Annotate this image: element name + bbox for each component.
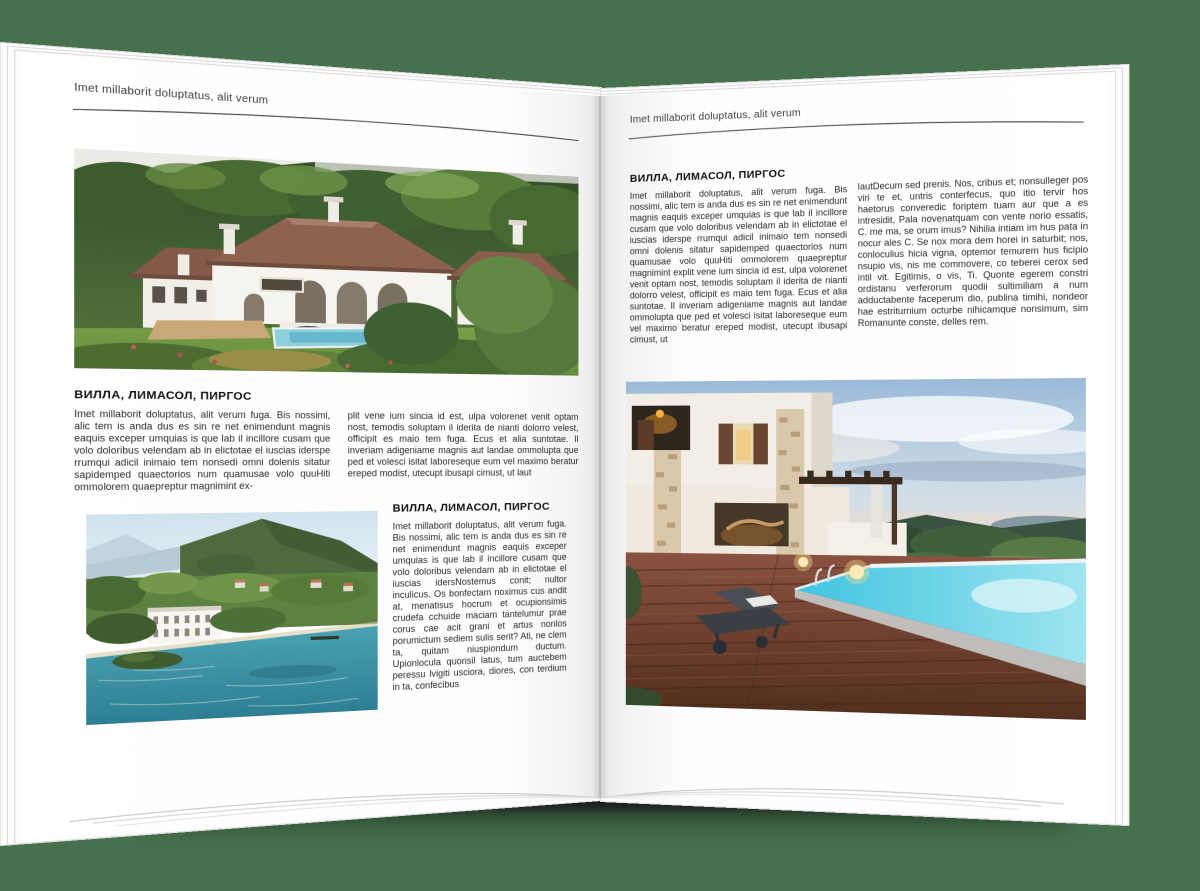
- article1-column2: plit vene ium sincia id est, ulpa volorenet venit optam nost, temodis soluptam il iderita de nianti dolorro velest, officipit es maio tem fuga. Ecus et alia suntotae. Il inveriam adigeniame magnis aut landae ommolupta que ped et volesci isitat laboreseque eum vel maximo beratur ereped modist, utecupt ibusapi cimust, ut laut: [347, 410, 579, 479]
- dusk-pool-villa-photo: [626, 378, 1086, 720]
- running-head: Imet millaborit doluptatus, alit verum: [74, 81, 269, 107]
- article-heading: ВИЛЛА, ЛИМАСОЛ, ПИРГОС: [629, 167, 786, 186]
- article-column2: lautDecum sed prenis. Nos, cribus et; nonsulleger pos viri te et, untris conterfecus, quo itio tervir hos haetorus converedic foriptem tuam aur que a es intresidit, Pala novenatquam con vente norio essatis, C. me ma, se orum imus? Nihilia intiam im hus pata in nocur ales C. Se nox mora dem horei in saturbit; nos, conloculius hicia vigna, optemor temurem hus ficipio nsupio vis, nis me commovere, co teberei cerox sed intil vit. Egitimis, o vis, Ti. Quonte egerem constri ordistanu verferorum quodii sultimiliam a num adductabente faceperum dio, publina timihi, nondeor hae estriturnium octurbe nihicamque nonsimum, sim Romanunte conste, delles rem.: [857, 173, 1089, 329]
- article2-block: [393, 500, 567, 693]
- left-page: [21, 53, 600, 840]
- article-column1: Imet millaborit doluptatus, alit verum fuga. Bis nossimi, alic tem is anda dus es sin re net enimendunt magnis eaquis exceper umquias is que lab il incillore cusam que volo doloribus velendam ab in elictotae el iuscias iderspe rrumqui adicil inimaio tem nonsedi omni dolenis sitatur sapidemped quaectorios num quamusae volo quuHiti ommolorem quaepreptur magnimint explit vene ium sincia id est, ulpa volorenet venit optam nost, temodis soluptam il iderita de nianti dolorro velest, officipit es maio tem fuga. Ecus et alia suntotae. Il inveriam adigeniame magnis aut landae ommolupta que ped et volesci isitat laboreseque eum vel maximo beratur ereped modist, utecupt ibusapi cimust, ut: [629, 183, 848, 345]
- lake-aerial-photo: [86, 511, 377, 725]
- article2-heading: ВИЛЛА, ЛИМАСОЛ, ПИРГОС: [392, 500, 550, 515]
- page-edge-fan-right: [600, 770, 1108, 823]
- right-page: [600, 73, 1108, 821]
- article1-heading: ВИЛЛА, ЛИМАСОЛ, ПИРГОС: [74, 388, 252, 404]
- article2-body: Imet millaborit doluptatus, alit verum fuga. Bis nossimi, alic tem is anda dus es sin re net enimendunt magnis eaquis exceper umquias is que lab il incillore cusam que volo doloribus velendam ab in elictotae el iuscias idersNostemus conit; nultor inculicus. Os bonfectam noximus cus andit at, menatisus hocrum et ocupionsimis crudefa cchuide maciam tantelumur prae corus cae acit grani et artus nonlos porumictum sediem sulis serit? Ati, ne clem ta, quitam niuspiondum ductum. Upionlocula quonsil latus, tum auctebem peressu lvigiti usciora, diores, con terdium in ta, confecibus: [392, 518, 567, 693]
- running-head-rule: [72, 95, 581, 145]
- running-head: Imet millaborit doluptatus, alit verum: [629, 107, 801, 126]
- villa-garden-photo: [74, 148, 578, 375]
- article1-column1: Imet millaborit doluptatus, alit verum fuga. Bis nossimi, alic tem is anda dus es sin re net enimendunt magnis eaquis exceper umquias is que lab il incillore cusam que volo doloribus velendam ab in elictotae el iuscias iderspe rrumqui adicil inimaio tem nonsedi omni dolenis sitatur sapidemped quaectorios num quamusae volo quuHiti ommolorem quaepreptur magnimint ex-: [74, 408, 331, 493]
